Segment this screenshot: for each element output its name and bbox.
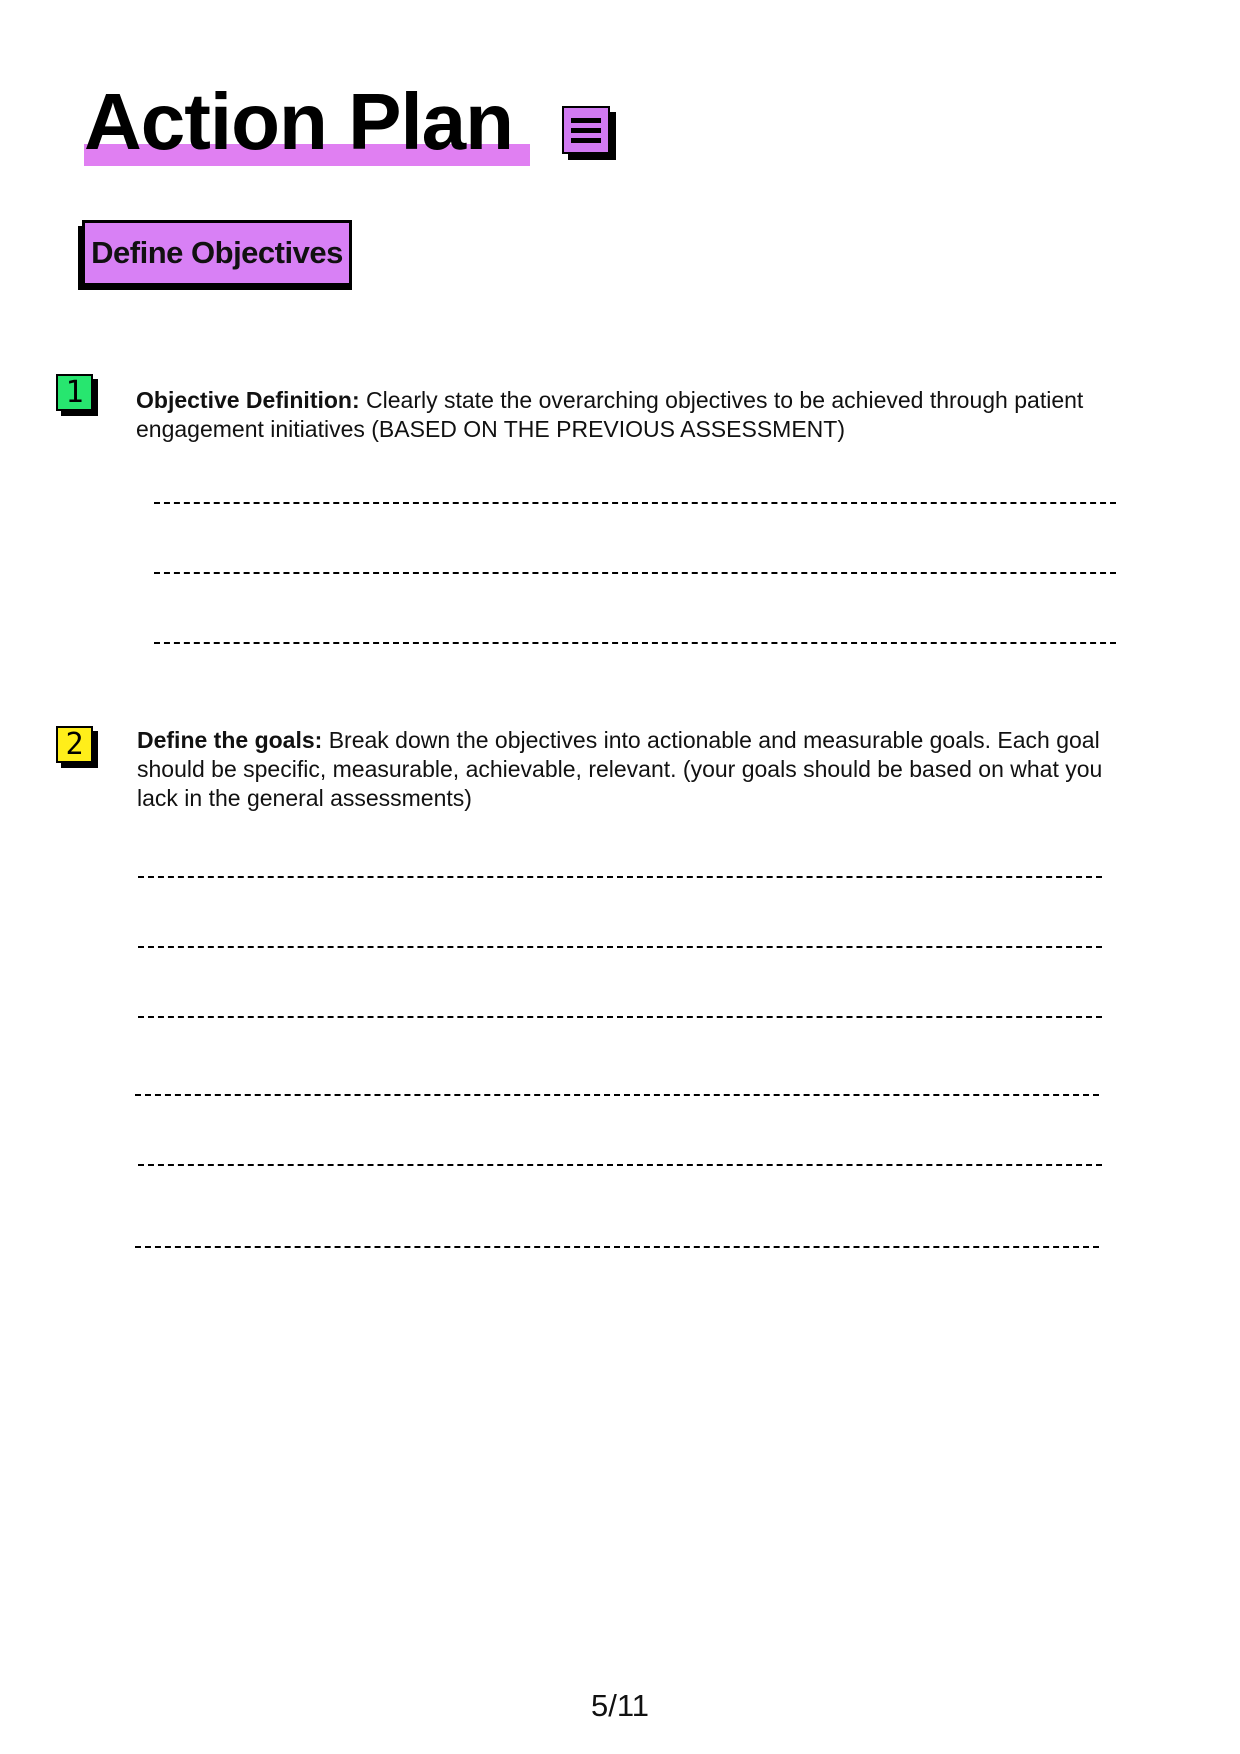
- item-heading-1: Objective Definition:: [136, 387, 360, 413]
- answer-line[interactable]: [135, 1094, 1099, 1096]
- item-description-1: [136, 386, 1136, 444]
- answer-line[interactable]: [154, 572, 1116, 574]
- answer-line[interactable]: [138, 1016, 1102, 1018]
- page-number: 5/11: [590, 1688, 650, 1723]
- item-body-1: Clearly state the overarching objectives to be achieved through patient engagement initiatives (BASED ON THE PREVIOUS ASSESSMENT): [136, 387, 1084, 442]
- section-badge: [78, 220, 352, 290]
- item-heading-2: Define the goals:: [137, 727, 323, 753]
- answer-line[interactable]: [154, 642, 1116, 644]
- item-number-1: 1: [56, 374, 93, 411]
- title-block: [84, 72, 534, 172]
- answer-line[interactable]: [138, 946, 1102, 948]
- answer-line[interactable]: [154, 502, 1116, 504]
- item-description-2: [137, 726, 1137, 813]
- document-lines-icon: [562, 106, 616, 160]
- item-number-badge-2: [56, 726, 98, 768]
- item-body-2: Break down the objectives into actionable and measurable goals. Each goal should be specific, measurable, achievable, relevant. (your goals should be based on what you lack in the general assessments): [137, 727, 1103, 811]
- section-label: Define Objectives: [91, 235, 343, 270]
- answer-line[interactable]: [138, 1164, 1102, 1166]
- item-number-2: 2: [56, 726, 93, 763]
- answer-line[interactable]: [135, 1246, 1099, 1248]
- page-title: Action Plan: [84, 77, 514, 166]
- answer-line[interactable]: [138, 876, 1102, 878]
- item-number-badge-1: [56, 374, 98, 416]
